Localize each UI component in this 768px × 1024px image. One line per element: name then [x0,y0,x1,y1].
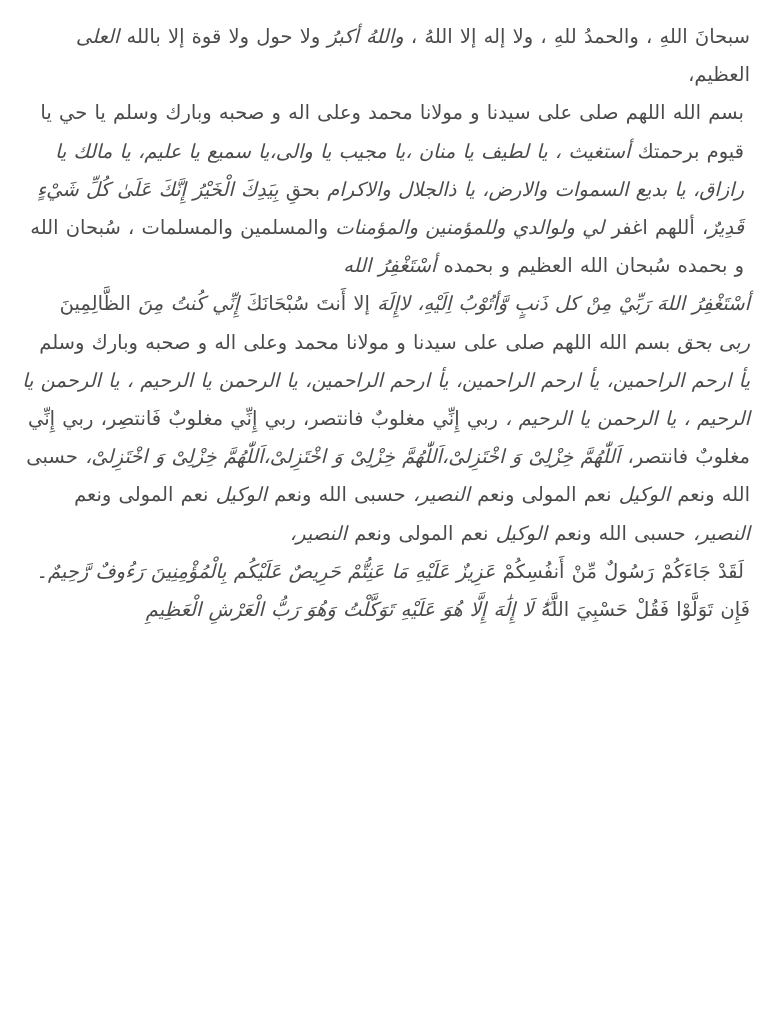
text-run: ربي إِنِّي مغلوبٌ فانتصر، ربي إِنِّي مغلوبٌ فَانتصِر، ربي إِنِّي مغلوبٌ فانتصر، [28,407,750,469]
paragraph-3 [22,285,750,323]
text-run: ولا حول ولا قوة إلا بالله [119,25,328,48]
text-run: النصير، [692,521,750,545]
text-run: يأ ارحم الراحمين، يأ ارحم الراحمين، يأ ارحم الراحمين، يا الرحمن يا الرحيم ، يا الرحمن يا الرحيم ، يا الرحمن يا الرحيم ، [22,368,750,431]
text-run: والمسلمين والمسلمات ، سُبحان الله و بحمده سُبحان الله العظيم و بحمده [30,216,744,278]
text-run: النصير، [412,483,470,507]
text-run: أستغيث ، يا لطيف يا منان ،يا مجيب يا والى،يا سميع يا عليم، يا مالك يا رازاق، يا بديع السموات والارض، يا ذالجلال والاكرام [54,139,744,201]
text-run: نعم المولى ونعم [346,521,496,545]
text-run: إِنِّي كُنتُ مِنَ [138,292,240,316]
text-run: ، أللهم اغفر [604,216,709,240]
text-run: العظيم، [688,63,750,87]
text-run: الوكيل [215,483,267,507]
paragraph-5 [22,553,750,591]
paragraph-2 [22,94,750,285]
text-run: العلى [75,25,120,48]
text-run: ۖ لَا إِلَٰهَ إِلَّا هُوَ عَلَيْهِ تَوَكَّلْتُ وَهُوَ رَبُّ الْعَرْشِ الْعَظِيمِ [145,598,541,622]
text-run: بسم الله اللهم صلى على سيدنا و مولانا محمد وعلى اله و صحبه وبارك وسلم [39,330,678,354]
text-run: نعم المولى ونعم [74,483,216,507]
text-run: أسْتَغْفِرُ اللهَ رَبِّيْ مِنْ كل ذَنبٍ وَّأتُوْبُ اِلَيْهِ، لا [398,292,750,316]
text-run: بسم الله اللهم صلى على سيدنا و مولانا محمد وعلى اله و صحبه وبارك وسلم يا حي يا قيوم برحمتك [40,101,744,163]
text-run: النصير، [289,521,347,545]
text-run: إلا أَنتَ سُبْحَانَكَ [239,292,378,316]
text-run: عَزِيزٌ عَلَيْهِ مَا عَنِتُّمْ حَرِيصٌ عَلَيْكُم بِالْمُؤْمِنِينَ رَءُوفٌ رَّحِيمٌ [47,559,496,583]
text-run: سبحانَ اللهِ ، والحمدُ للهِ ، ولا إله إلا اللهُ ، [403,25,750,48]
text-run: لَقَدْ جَاءَكُمْ رَسُولٌ مِّنْ أَنفُسِكُمْ [495,559,744,583]
document-body [22,18,750,629]
text-run: حسبى الله ونعم [266,483,413,507]
text-run: أسْتَغْفِرُ الله [343,254,437,278]
text-run: فَإِن تَوَلَّوْا فَقُلْ حَسْبِيَ اللَّهُ [540,598,750,622]
text-run: حسبى الله ونعم [547,521,693,545]
text-run: بِيَدِكَ الْخَيْرُ إِنَّكَ عَلَىٰ كُلِّ شَيْءٍ قَدِيرٌ [36,177,744,240]
text-run: حسبى الله ونعم [26,445,750,507]
text-run: لي ولوالدي وللمؤمنين والمؤمنات [335,216,605,240]
text-run: الوكيل [495,521,548,545]
text-run: الظَّالِمِينَ [59,292,139,316]
paragraph-6 [22,591,750,629]
text-run: ربى بحق [677,330,750,354]
text-run: نعم المولى ونعم [469,483,619,507]
text-run: ۔ [36,559,48,583]
text-run: اَللّٰهُمَّ خِزْلِىْ وَ اخْتَزِلىْ،اَللّٰهُمَّ خِزْلِىْ وَ اخْتَزِلىْ،اَللّٰهُمَّ خِزْلِىْ وَ اخْتَزِلىْ، [85,445,621,469]
paragraph-4 [22,324,750,553]
text-run: إِلَهَ [377,292,399,316]
text-run: بحقِ [278,177,328,201]
text-run: الوكيل [618,483,671,507]
text-run: واللهُ أكبرُ [327,25,404,48]
paragraph-1 [22,18,750,94]
